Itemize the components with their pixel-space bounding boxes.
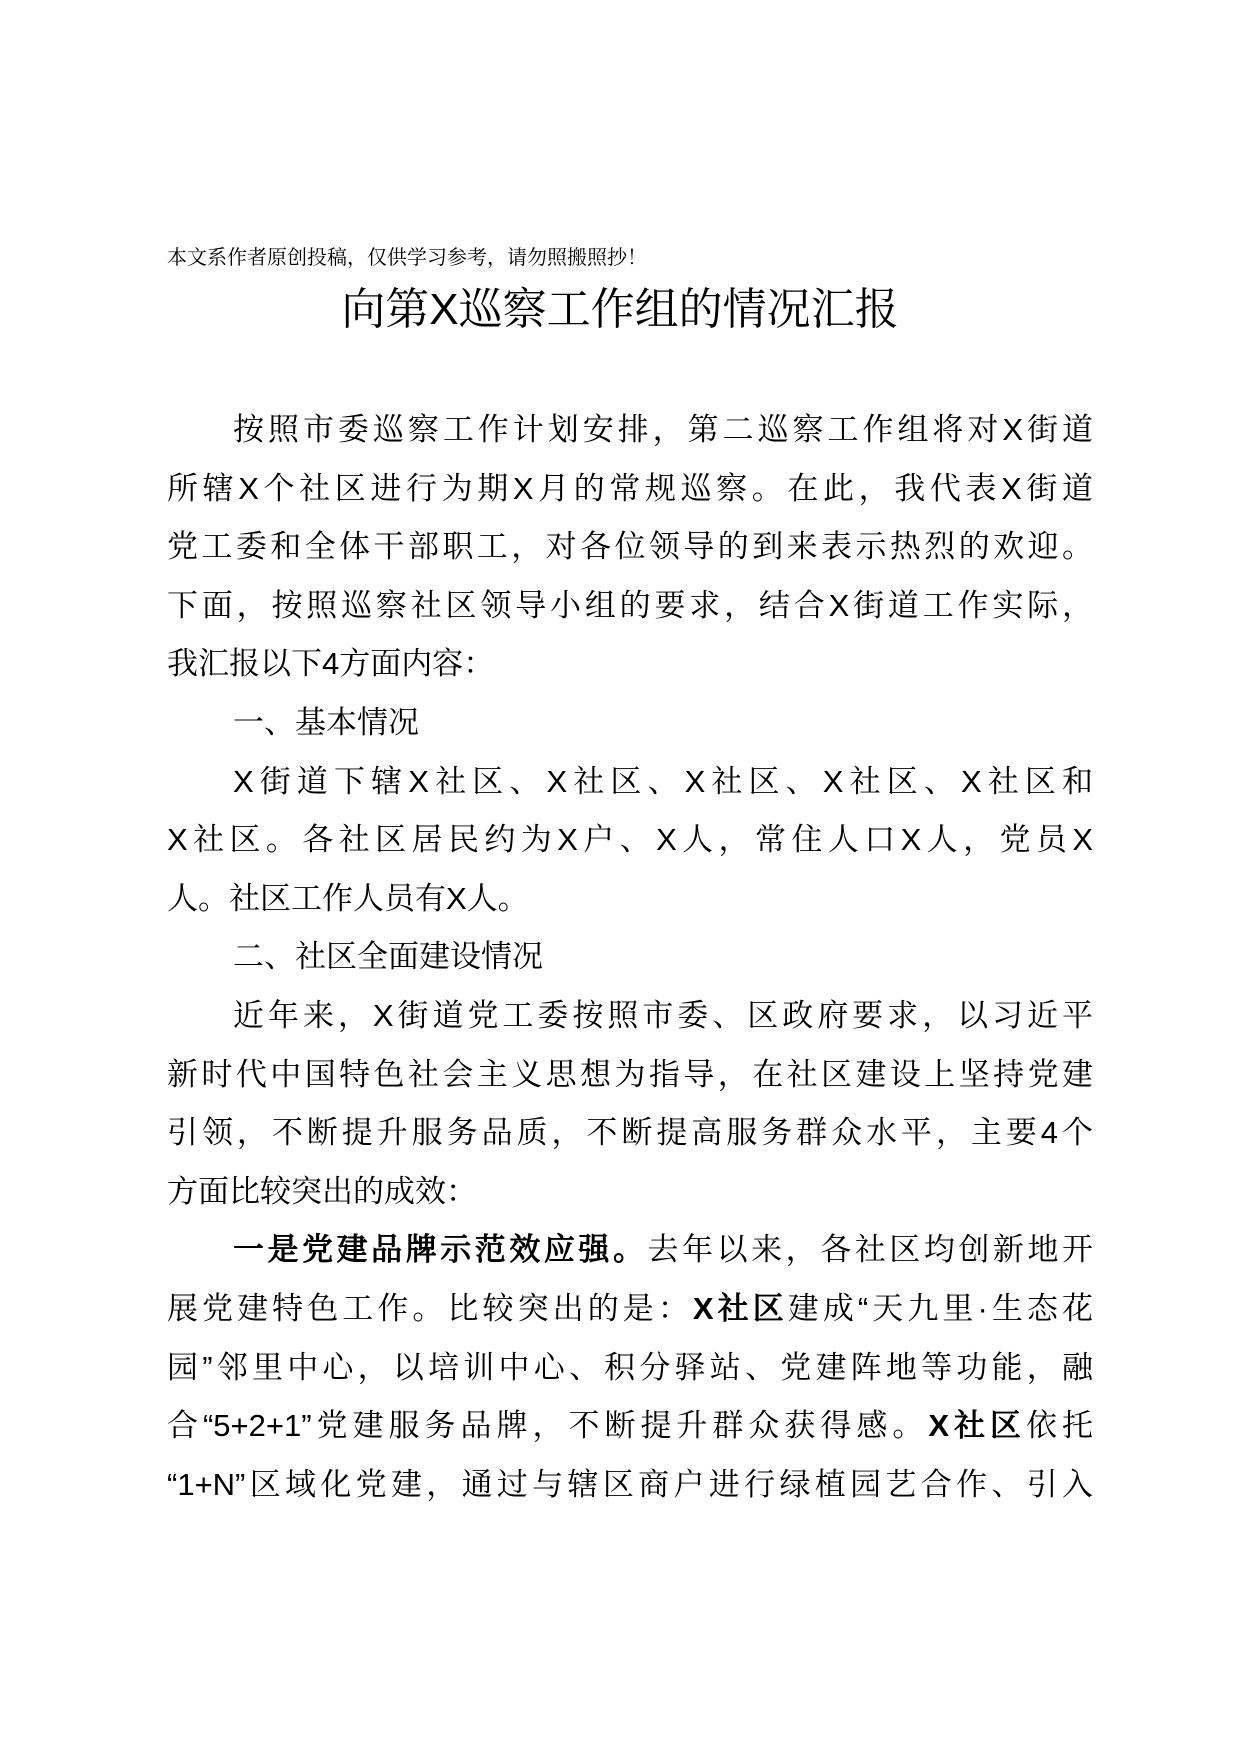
text-segment: 按照市委巡察工作计划安排，第二巡察工作组将对X街道 (233, 412, 1093, 447)
text-segment: 下面，按照巡察社区领导小组的要求，结合X街道工作实际， (167, 587, 1093, 623)
text-segment: X街道下辖X社区、X社区、X社区、X社区、X社区和 (233, 763, 1093, 799)
text-line (167, 518, 1093, 577)
text-line (167, 1280, 1093, 1339)
text-segment: 人。社区工作人员有X人。 (167, 880, 529, 916)
text-segment: 去年以来，各社区均创新地开 (647, 1232, 1093, 1268)
text-segment: 我汇报以下4方面内容： (167, 646, 495, 682)
text-line (167, 928, 1093, 987)
text-segment: 党工委和全体干部职工，对各位领导的到来表示热烈的欢迎。 (167, 529, 1093, 565)
text-line (167, 635, 1093, 694)
text-line (167, 987, 1093, 1046)
bold-text: 一是党建品牌示范效应强。 (233, 1232, 648, 1268)
text-segment: 合“5+2+1”党建服务品牌，不断提升群众获得感。 (167, 1408, 929, 1444)
text-segment: 二、社区全面建设情况 (233, 939, 543, 975)
text-segment: 一、基本情况 (233, 704, 419, 740)
text-line (167, 577, 1093, 636)
copyright-note: 本文系作者原创投稿，仅供学习参考，请勿照搬照抄！ (167, 247, 647, 269)
text-segment: 方面比较突出的成效： (167, 1173, 477, 1209)
text-segment: 依托 (1026, 1408, 1094, 1444)
text-segment: 园”邻里中心，以培训中心、积分驿站、党建阵地等功能，融 (167, 1349, 1093, 1385)
text-line (167, 1339, 1093, 1398)
text-segment: 所辖X个社区进行为期X月的常规巡察。在此，我代表X街道 (167, 470, 1093, 506)
text-line (167, 1456, 1093, 1515)
text-line (167, 1046, 1093, 1105)
text-segment: 近年来，X街道党工委按照市委、区政府要求，以习近平 (233, 997, 1093, 1033)
text-line (167, 1221, 1093, 1280)
text-segment: 新时代中国特色社会主义思想为指导，在社区建设上坚持党建 (167, 1056, 1093, 1092)
text-segment: “1+N”区域化党建，通过与辖区商户进行绿植园艺合作、引入 (167, 1466, 1093, 1502)
text-line (167, 1104, 1093, 1163)
text-line (167, 401, 1093, 460)
bold-text: X社区 (692, 1290, 788, 1326)
text-segment: 建成“天九里·生态花 (787, 1290, 1093, 1326)
document-title: 向第X巡察工作组的情况汇报 (341, 285, 899, 334)
text-line (167, 753, 1093, 812)
document-body (167, 401, 1093, 1514)
text-segment: 引领，不断提升服务品质，不断提高服务群众水平，主要4个 (167, 1115, 1093, 1151)
text-segment: X社区。各社区居民约为X户、X人，常住人口X人，党员X (167, 822, 1093, 858)
text-line (167, 870, 1093, 929)
text-line (167, 1163, 1093, 1222)
text-line (167, 1397, 1093, 1456)
text-line (167, 694, 1093, 753)
bold-text: X社区 (928, 1408, 1027, 1444)
text-line (167, 460, 1093, 519)
text-line (167, 811, 1093, 870)
text-segment: 展党建特色工作。比较突出的是： (167, 1290, 693, 1326)
